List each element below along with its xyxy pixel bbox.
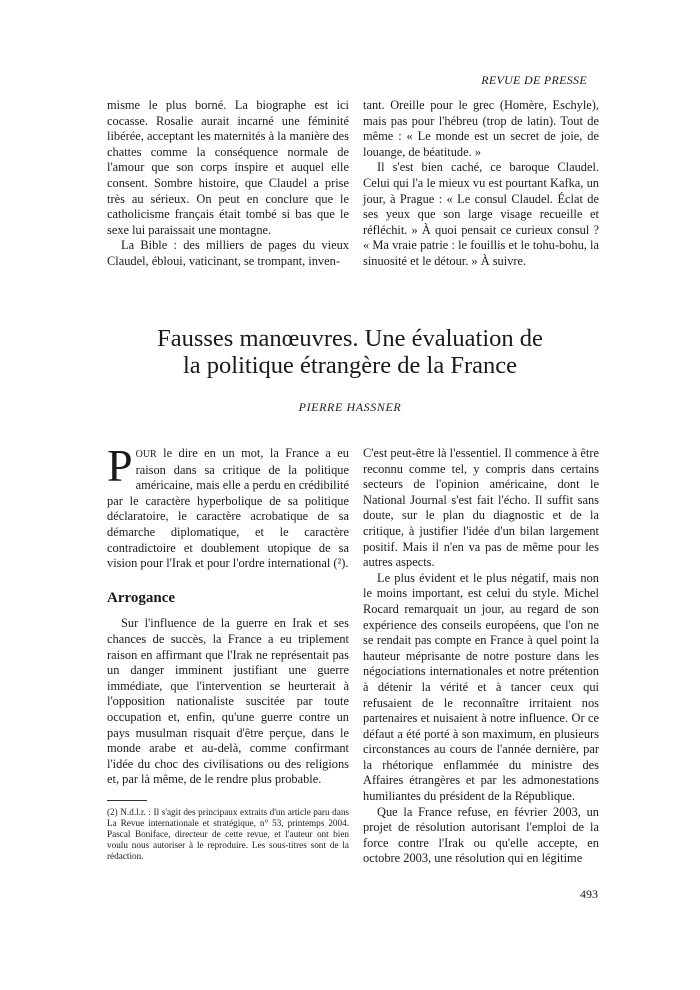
paragraph: La Bible : des milliers de pages du vieux Claudel, ébloui, vaticinant, se trompant, inven- [107,238,349,268]
paragraph: misme le plus borné. La biographe est ici cocasse. Rosalie aurait incarné une féminité libérée, acceptant les maternités à la manière des chattes comme la conséquence normale de l'amour que son corps inspire et auquel elle consent. Sombre histoire, que Claudel a prise très au sérieux. On peut en conclure que le catholicisme français était tombé si bas que le sexe lui paraissait une montagne. [107,98,349,237]
paragraph: Le plus évident et le plus négatif, mais non le moins important, est celui du style. Michel Rocard remarquait un jour, au regard de son expérience des conseils européens, que l'on ne se rendait pas compte en France à quel point la hauteur méprisante de notre posture dans les négociations internationales et notre prétention à détenir la vérité et à tancer ceux qui refusaient de le reconnaître irritaient nos partenaires et nuisaient à notre influence. Or ce défaut a été porté à son maximum, en plusieurs circonstances au cours de l'année dernière, par la rhétorique enflammée du ministre des Affaires étrangères et par les admonestations humiliantes du président de la République. [363,570,599,804]
paragraph: Que la France refuse, en février 2003, un projet de résolution autorisant l'emploi de la force contre l'Irak ou qu'elle accepte, en octobre 2003, une résolution qui en légitime [363,804,599,866]
paragraph: Sur l'influence de la guerre en Irak et ses chances de succès, la France a eu triplement raison en affirmant que l'Irak ne représentait pas un danger imminent justifiant une guerre immédiate, que l'intervention se heurterait à l'opposition nationaliste suscitée par toute occupation et, enfin, qu'une guerre contre un pays musulman risquait d'être perçue, dans le monde arabe et au-delà, comme confirmant l'idée du choc des civilisations ou des religions et, par là même, de le rendre plus probable. [107,616,349,787]
top-left-column [107,98,349,270]
note-reference: (²). [333,556,349,571]
article-title-line: la politique étrangère de la France [183,352,517,379]
lead-text: le dire en un mot, la France a eu raison dans sa critique de la politique américaine, mais elle a perdu en crédibilité par le caractère hyperbolique de sa politique déclaratoire, le caractère acrobatique de sa démarche diplomatique, et le caractère contradictoire et doublement utopique de sa vision pour l'Irak et pour l'ordre international [107,446,349,571]
lead-smallcaps: OUR [135,449,157,460]
footnote-rule [107,800,147,801]
paragraph: tant. Oreille pour le grec (Homère, Eschyle), mais pas pour l'hébreu (trop de latin). Tout de même : « Le monde est un secret de joie, de louange, de béatitude. » [363,98,599,159]
page-number: 493 [580,887,598,901]
paragraph: C'est peut-être là l'essentiel. Il commence à être reconnu comme tel, y compris dans certains secteurs de l'opinion américaine, dont le National Journal s'est fait l'écho. Il suffit sans doute, sur le plan du diagnostic et de la critique, à justifier l'idée d'un bilan largement positif. Mais il n'en va pas de même pour les autres aspects. [363,446,599,570]
article-title [100,325,600,379]
top-right-column [363,98,599,270]
article-title-line: Fausses manœuvres. Une évaluation de [157,325,543,352]
bottom-left-column [107,440,349,862]
bottom-right-column [363,446,599,867]
running-head: REVUE DE PRESSE [481,73,587,87]
section-heading: Arrogance [107,589,176,606]
lead-paragraph [107,440,349,572]
drop-cap: P [107,440,133,491]
article-author: PIERRE HASSNER [298,400,402,414]
footnote: (2) N.d.l.r. : Il s'agit des principaux extraits d'un article paru dans La Revue internationale et stratégique, n° 53, printemps 2004. Pascal Boniface, directeur de cette revue, et l'auteur ont bien voulu nous autoriser à le reproduire. Les sous-titres sont de la rédaction. [107,806,349,861]
paragraph: Il s'est bien caché, ce baroque Claudel. Celui qui l'a le mieux vu est pourtant Kafka, un jour, à Prague : « Le consul Claudel. Éclat de ses yeux que son large visage recueille et réfléchit. » À quoi pensait ce curieux consul ? « Ma vraie patrie : le fouillis et le tohu-bohu, la sinuosité et le détour. » À suivre. [363,160,599,268]
